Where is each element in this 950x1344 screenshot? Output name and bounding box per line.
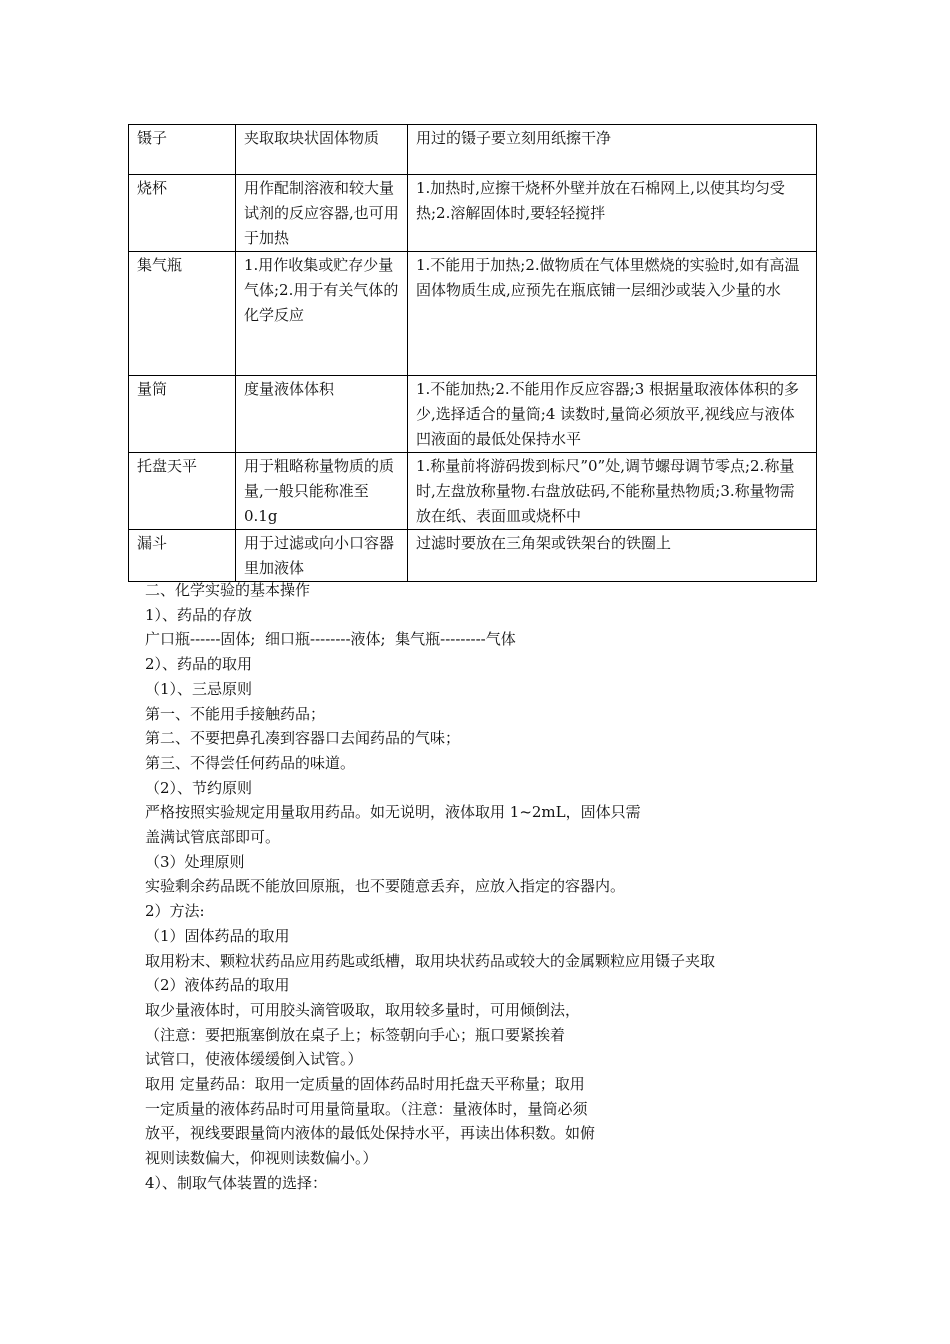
paragraph-line: 严格按照实验规定用量取用药品。如无说明，液体取用 1~2mL，固体只需 [145, 803, 641, 822]
equipment-use: 1.用作收集或贮存少量气体;2.用于有关气体的化学反应 [236, 252, 408, 376]
paragraph-line: 试管口，使液体缓缓倒入试管。） [145, 1050, 363, 1069]
subsection-heading: （1）固体药品的取用 [145, 926, 290, 945]
equipment-notes: 1.加热时,应擦干烧杯外壁并放在石棉网上,以使其均匀受热;2.溶解固体时,要轻轻搅拌 [408, 175, 817, 252]
equipment-use: 度量液体体积 [236, 376, 408, 453]
equipment-name: 漏斗 [129, 530, 236, 582]
subsection-heading: 1）、药品的存放 [145, 605, 253, 624]
paragraph-line: 实验剩余药品既不能放回原瓶，也不要随意丢弃，应放入指定的容器内。 [145, 877, 626, 896]
table-row [129, 175, 817, 252]
paragraph-line: 取少量液体时，可用胶头滴管吸取，取用较多量时，可用倾倒法， [145, 1000, 581, 1019]
equipment-notes: 用过的镊子要立刻用纸擦干净 [408, 125, 817, 175]
equipment-use: 用于粗略称量物质的质量,一般只能称准至0.1g [236, 453, 408, 530]
paragraph-line: 盖满试管底部即可。 [145, 828, 281, 847]
equipment-notes: 过滤时要放在三角架或铁架台的铁圈上 [408, 530, 817, 582]
equipment-name: 集气瓶 [129, 252, 236, 376]
equipment-notes: 1.称量前将游码拨到标尺”0”处,调节螺母调节零点;2.称量时,左盘放称量物.右盘放砝码,不能称量热物质;3.称量物需放在纸、表面皿或烧杯中 [408, 453, 817, 530]
paragraph-line: （注意：要把瓶塞倒放在桌子上；标签朝向手心；瓶口要紧挨着 [145, 1025, 566, 1044]
paragraph-line: 一定质量的液体药品时可用量筒量取。（注意：量液体时，量筒必须 [145, 1099, 588, 1118]
subsection-heading: （3）处理原则 [145, 852, 245, 871]
table-row [129, 376, 817, 453]
equipment-name: 量筒 [129, 376, 236, 453]
subsection-heading: （1）、三忌原则 [145, 679, 253, 698]
subsection-heading: （2）、节约原则 [145, 778, 253, 797]
paragraph-line: 第一、不能用手接触药品； [145, 704, 326, 723]
section-heading: 二、化学实验的基本操作 [145, 581, 311, 599]
equipment-name: 托盘天平 [129, 453, 236, 530]
subsection-heading: 4）、制取气体装置的选择： [145, 1173, 328, 1192]
paragraph-line: 取用 定量药品：取用一定质量的固体药品时用托盘天平称量；取用 [145, 1075, 585, 1094]
table-row [129, 252, 817, 376]
subsection-heading: 2）、药品的取用 [145, 655, 253, 674]
equipment-name: 烧杯 [129, 175, 236, 252]
paragraph-line: 放平，视线要跟量筒内液体的最低处保持水平，再读出体积数。如俯 [145, 1124, 596, 1143]
table-row [129, 125, 817, 175]
equipment-name: 镊子 [129, 125, 236, 175]
equipment-table [128, 124, 817, 582]
table-row [129, 453, 817, 530]
equipment-use: 用作配制溶液和较大量试剂的反应容器,也可用于加热 [236, 175, 408, 252]
paragraph-line: 视则读数偏大，仰视则读数偏小。） [145, 1149, 378, 1168]
paragraph-line: 第二、不要把鼻孔凑到容器口去闻药品的气味； [145, 729, 461, 748]
body-text [145, 578, 845, 1196]
subsection-heading: 2）方法: [145, 902, 205, 921]
subsection-heading: （2）液体药品的取用 [145, 976, 290, 995]
paragraph-line: 第三、不得尝任何药品的味道。 [145, 753, 356, 772]
equipment-notes: 1.不能用于加热;2.做物质在气体里燃烧的实验时,如有高温固体物质生成,应预先在瓶底铺一层细沙或装入少量的水 [408, 252, 817, 376]
table-row [129, 530, 817, 582]
equipment-notes: 1.不能加热;2.不能用作反应容器;3 根据量取液体体积的多少,选择适合的量筒;4 读数时,量筒必须放平,视线应与液体凹液面的最低处保持水平 [408, 376, 817, 453]
paragraph-line: 取用粉末、颗粒状药品应用药匙或纸槽，取用块状药品或较大的金属颗粒应用镊子夹取 [145, 951, 716, 970]
equipment-use: 夹取取块状固体物质 [236, 125, 408, 175]
paragraph-line: 广口瓶------固体; 细口瓶--------液体; 集气瓶---------气体 [145, 630, 516, 649]
equipment-use: 用于过滤或向小口容器里加液体 [236, 530, 408, 582]
